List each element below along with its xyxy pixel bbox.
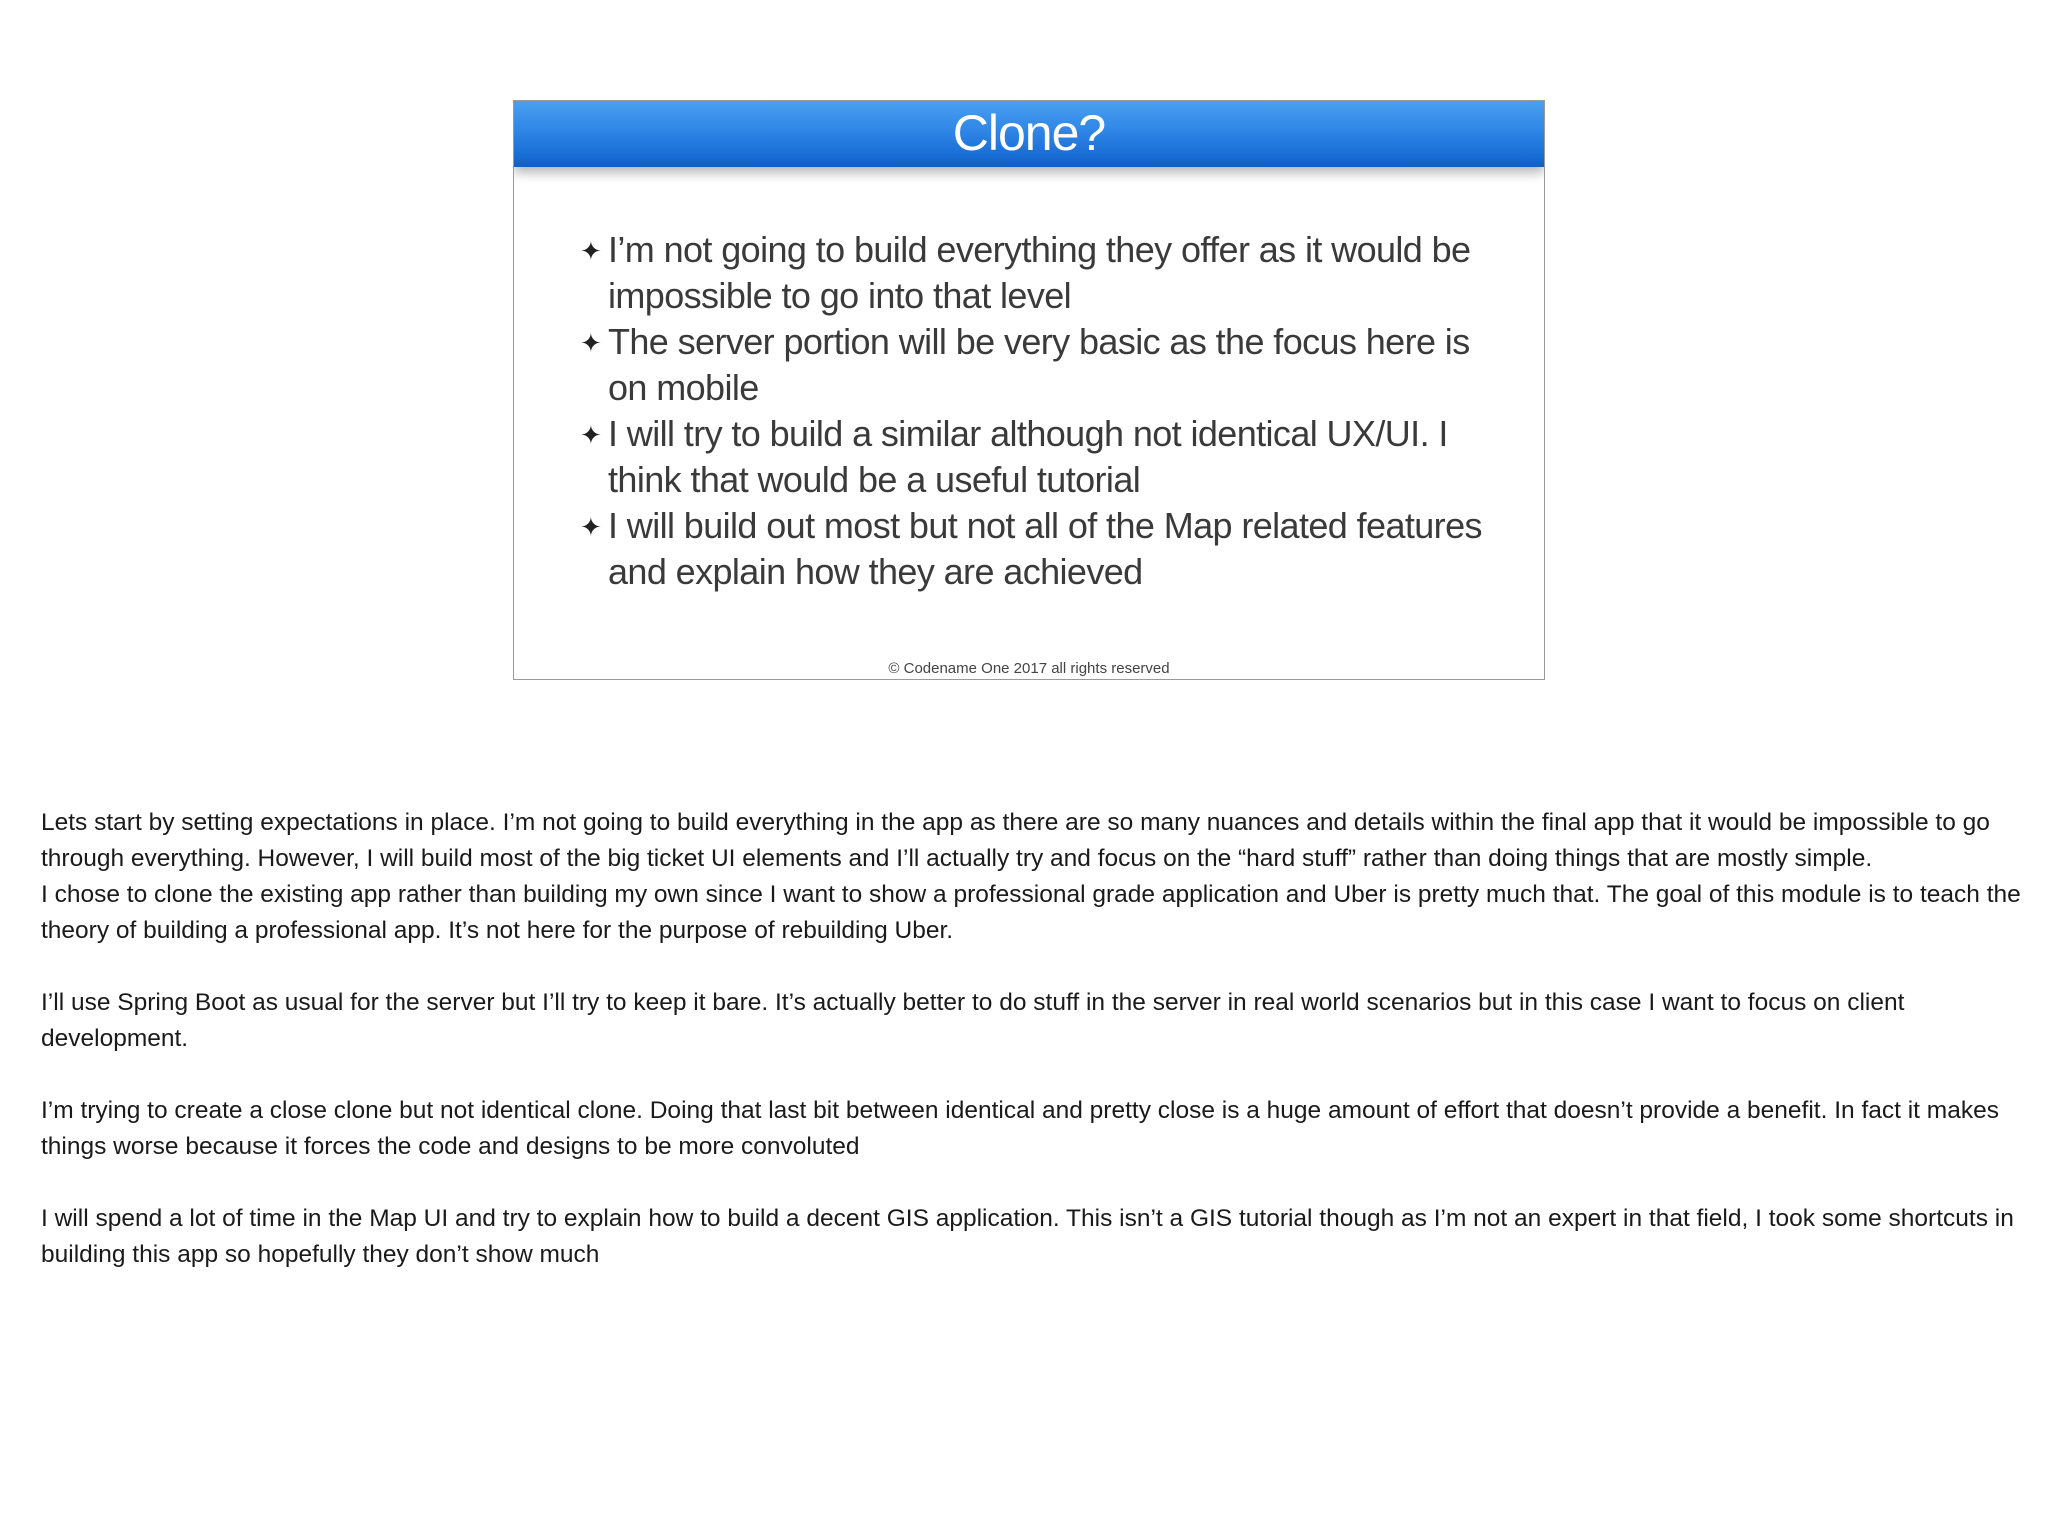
bullet-item <box>580 411 1500 503</box>
notes-paragraph: I’m trying to create a close clone but not identical clone. Doing that last bit between identical and pretty close is a huge amount of effort that doesn’t provide a benefit. In fact it makes things worse because it forces the code and designs to be more convoluted <box>41 1097 1999 1160</box>
star-bullet-icon: ✦ <box>580 328 602 358</box>
star-bullet-icon: ✦ <box>580 512 602 542</box>
star-bullet-icon: ✦ <box>580 236 602 266</box>
paragraph-spacer <box>41 1165 2021 1201</box>
paragraph-spacer <box>41 1057 2021 1093</box>
bullet-text: The server portion will be very basic as the focus here is on mobile <box>608 321 1470 408</box>
star-bullet-icon: ✦ <box>580 420 602 450</box>
notes-paragraph: Lets start by setting expectations in place. I’m not going to build everything in the app as there are so many nuances and details within the final app that it would be impossible to go through everything. However, I will build most of the big ticket UI elements and I’ll actually try and focus on the “hard stuff” rather than doing things that are mostly simple. <box>41 809 1990 872</box>
slide-header <box>514 101 1544 167</box>
notes-paragraph: I’ll use Spring Boot as usual for the server but I’ll try to keep it bare. It’s actually better to do stuff in the server in real world scenarios but in this case I want to focus on client development. <box>41 989 1905 1052</box>
slide-copyright-footer: © Codename One 2017 all rights reserved <box>888 660 1170 677</box>
bullet-text: I will try to build a similar although not identical UX/UI. I think that would be a useful tutorial <box>608 413 1448 500</box>
bullet-item <box>580 319 1500 411</box>
bullet-item <box>580 227 1500 319</box>
bullet-text: I’m not going to build everything they offer as it would be impossible to go into that level <box>608 229 1471 316</box>
bullet-text: I will build out most but not all of the Map related features and explain how they are achieved <box>608 505 1482 592</box>
notes-paragraph: I chose to clone the existing app rather than building my own since I want to show a professional grade application and Uber is pretty much that. The goal of this module is to teach the theory of building a professional app. It’s not here for the purpose of rebuilding Uber. <box>41 881 2021 944</box>
paragraph-spacer <box>41 949 2021 985</box>
bullet-item <box>580 503 1500 595</box>
notes-paragraph: I will spend a lot of time in the Map UI and try to explain how to build a decent GIS application. This isn’t a GIS tutorial though as I’m not an expert in that field, I took some shortcuts in building this app so hopefully they don’t show much <box>41 1205 2014 1268</box>
bullet-list <box>580 227 1500 595</box>
slide-title: Clone? <box>952 105 1106 161</box>
speaker-notes <box>41 805 2021 1273</box>
slide-preview <box>513 100 1545 680</box>
